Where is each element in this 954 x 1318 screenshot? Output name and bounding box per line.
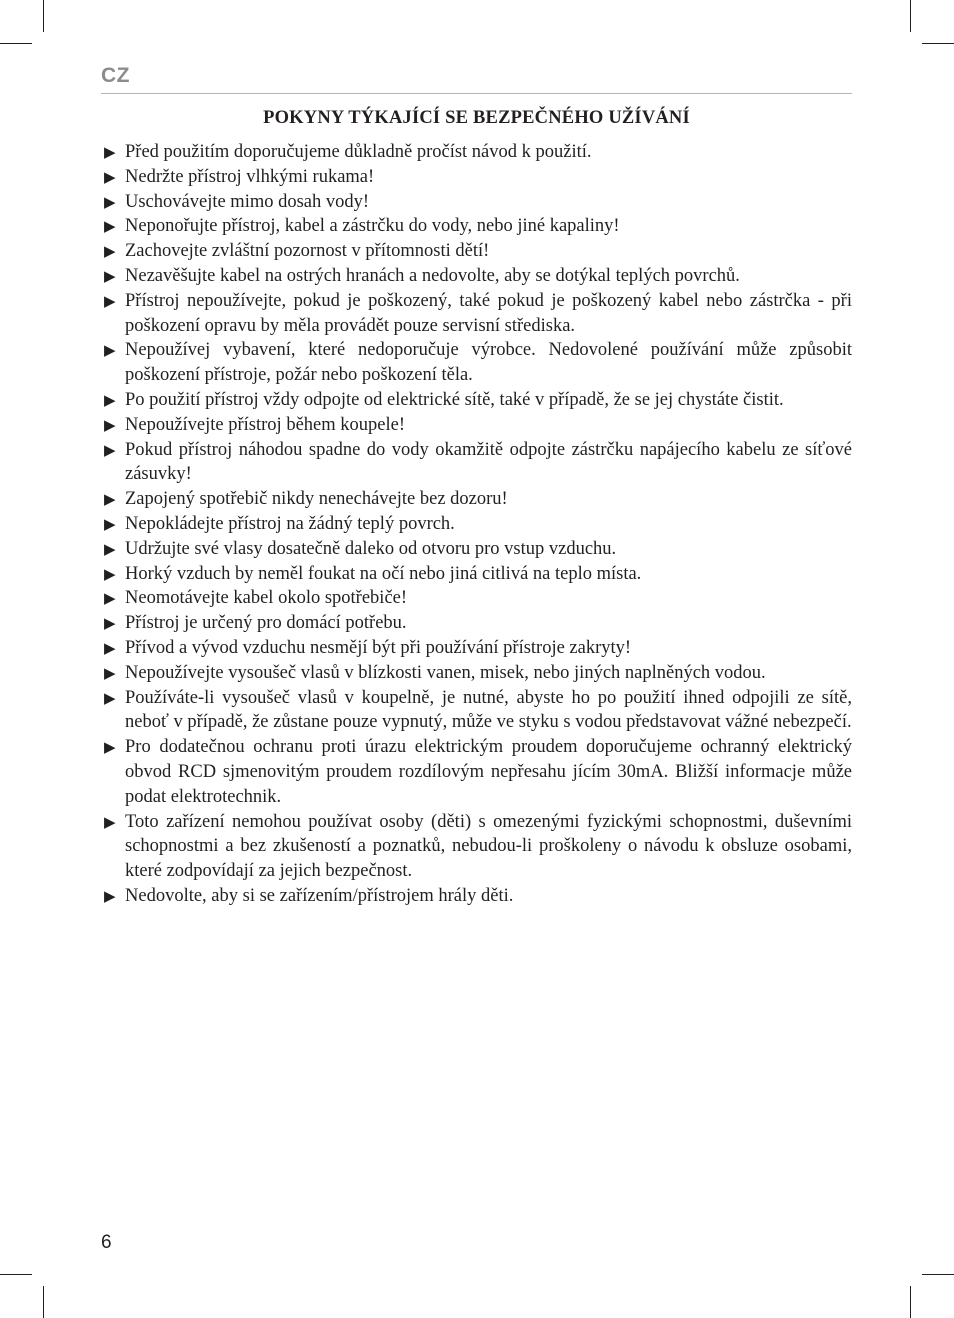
safety-rule-item	[104, 686, 852, 736]
safety-rule-text: Toto zařízení nemohou používat osoby (děti) s omezenými fyzickými schopnostmi, duševními schopnostmi a bez zkušeností a poznatků, nebudou-li proškoleny o návodu k obsluze osobami, které zodpovídají za jejich bezpečnost.	[125, 811, 852, 882]
bullet-arrow-icon: ▶	[104, 291, 116, 310]
safety-rule-text: Přístroj nepoužívejte, pokud je poškozený, také pokud je poškozený kabel nebo zástrčka - při poškození opravu by měla provádět pouze servisní střediska.	[125, 290, 852, 336]
safety-rule-item	[104, 338, 852, 388]
safety-rule-text: Nepokládejte přístroj na žádný teplý povrch.	[125, 513, 455, 534]
safety-rule-text: Používáte-li vysoušeč vlasů v koupelně, je nutné, abyste ho po použití ihned odpojili ze sítě, neboť v případě, že zůstane pouze vypnutý, může ve styku s vodou představovat vážné nebezpečí.	[125, 687, 852, 733]
safety-rule-item	[104, 636, 852, 661]
bullet-arrow-icon: ▶	[104, 738, 116, 757]
safety-rule-text: Přívod a vývod vzduchu nesmějí být při používání přístroje zakryty!	[125, 637, 632, 658]
safety-rule-text: Pro dodatečnou ochranu proti úrazu elektrickým proudem doporučujeme ochranný elektrický obvod RCD sjmenovitým proudem rozdílovým nepřesahu jícím 30mA. Bližší informacje může podat elektrotechnik.	[125, 737, 852, 807]
safety-rule-item	[104, 735, 852, 809]
safety-rule-text: Pokud přístroj náhodou spadne do vody okamžitě odpojte zástrčku napájecího kabelu ze síťové zásuvky!	[125, 439, 852, 485]
safety-rule-item	[104, 537, 852, 562]
safety-rule-text: Uschovávejte mimo dosah vody!	[125, 191, 370, 212]
safety-rule-item	[104, 239, 852, 264]
bullet-arrow-icon: ▶	[104, 688, 116, 707]
safety-rule-item	[104, 140, 852, 165]
page-number: 6	[101, 1232, 112, 1253]
crop-mark	[910, 1286, 911, 1318]
crop-mark	[910, 0, 911, 32]
bullet-arrow-icon: ▶	[104, 143, 116, 161]
safety-rule-text: Po použití přístroj vždy odpojte od elektrické sítě, také v případě, že se jej chystáte čistit.	[125, 389, 784, 410]
safety-rule-item	[104, 810, 852, 884]
safety-rule-item	[104, 264, 852, 289]
language-code: CZ	[101, 64, 130, 87]
safety-rule-text: Nepoužívejte vysoušeč vlasů v blízkosti vanen, misek, nebo jiných naplněných vodou.	[125, 662, 766, 683]
safety-rule-item	[104, 165, 852, 190]
bullet-arrow-icon: ▶	[104, 638, 116, 657]
bullet-arrow-icon: ▶	[104, 539, 116, 558]
safety-rule-item	[104, 884, 852, 909]
safety-rule-item	[104, 487, 852, 512]
bullet-arrow-icon: ▶	[104, 589, 116, 608]
safety-rule-text: Udržujte své vlasy dosatečně daleko od otvoru pro vstup vzduchu.	[125, 538, 617, 559]
safety-rule-text: Nedovolte, aby si se zařízením/přístrojem hrály děti.	[125, 885, 514, 906]
safety-rule-text: Zachovejte zvláštní pozornost v přítomnosti dětí!	[125, 241, 490, 262]
bullet-arrow-icon: ▶	[104, 390, 116, 409]
header-divider	[101, 93, 852, 94]
bullet-arrow-icon: ▶	[104, 614, 116, 633]
crop-mark	[922, 43, 954, 44]
safety-rule-text: Nedržte přístroj vlhkými rukama!	[125, 166, 375, 187]
safety-rule-item	[104, 413, 852, 438]
safety-rule-text: Neomotávejte kabel okolo spotřebiče!	[125, 588, 408, 609]
bullet-arrow-icon: ▶	[104, 266, 116, 285]
bullet-arrow-icon: ▶	[104, 167, 116, 186]
safety-rule-text: Neponořujte přístroj, kabel a zástrčku do vody, nebo jiné kapaliny!	[125, 216, 620, 237]
safety-rule-item	[104, 289, 852, 339]
safety-rule-text: Přístroj je určený pro domácí potřebu.	[125, 613, 407, 634]
safety-rule-item	[104, 190, 852, 215]
bullet-arrow-icon: ▶	[104, 812, 116, 831]
crop-mark	[43, 0, 44, 32]
safety-rule-text: Nepoužívejte přístroj během koupele!	[125, 414, 405, 435]
bullet-arrow-icon: ▶	[104, 341, 116, 360]
safety-rule-item	[104, 586, 852, 611]
crop-mark	[922, 1274, 954, 1275]
bullet-arrow-icon: ▶	[104, 192, 116, 211]
bullet-arrow-icon: ▶	[104, 886, 116, 905]
crop-mark	[0, 1274, 32, 1275]
page-title: POKYNY TÝKAJÍCÍ SE BEZPEČNÉHO UŽÍVÁNÍ	[263, 108, 690, 128]
bullet-arrow-icon: ▶	[104, 217, 116, 236]
safety-rule-item	[104, 661, 852, 686]
crop-mark	[43, 1286, 44, 1318]
safety-rule-item	[104, 611, 852, 636]
safety-rule-text: Nezavěšujte kabel na ostrých hranách a nedovolte, aby se dotýkal teplých povrchů.	[125, 265, 740, 286]
bullet-arrow-icon: ▶	[104, 440, 116, 459]
bullet-arrow-icon: ▶	[104, 415, 116, 434]
safety-rule-item	[104, 438, 852, 488]
safety-rule-text: Horký vzduch by neměl foukat na očí nebo jiná citlivá na teplo místa.	[125, 563, 642, 584]
safety-rule-text: Nepoužívej vybavení, které nedoporučuje výrobce. Nedovolené používání může způsobit poškození přístroje, požár nebo poškození těla.	[125, 340, 852, 386]
bullet-arrow-icon: ▶	[104, 242, 116, 261]
safety-rule-item	[104, 214, 852, 239]
safety-rule-text: Zapojený spotřebič nikdy nenechávejte bez dozoru!	[125, 489, 508, 510]
bullet-arrow-icon: ▶	[104, 663, 116, 682]
bullet-arrow-icon: ▶	[104, 490, 116, 509]
bullet-arrow-icon: ▶	[104, 514, 116, 533]
safety-rule-text: Před použitím doporučujeme důkladně pročíst návod k použití.	[125, 142, 592, 162]
safety-rule-item	[104, 562, 852, 587]
safety-rule-item	[104, 512, 852, 537]
safety-rule-item	[104, 388, 852, 413]
crop-mark	[0, 43, 32, 44]
safety-rules-list	[104, 140, 852, 909]
bullet-arrow-icon: ▶	[104, 564, 116, 583]
